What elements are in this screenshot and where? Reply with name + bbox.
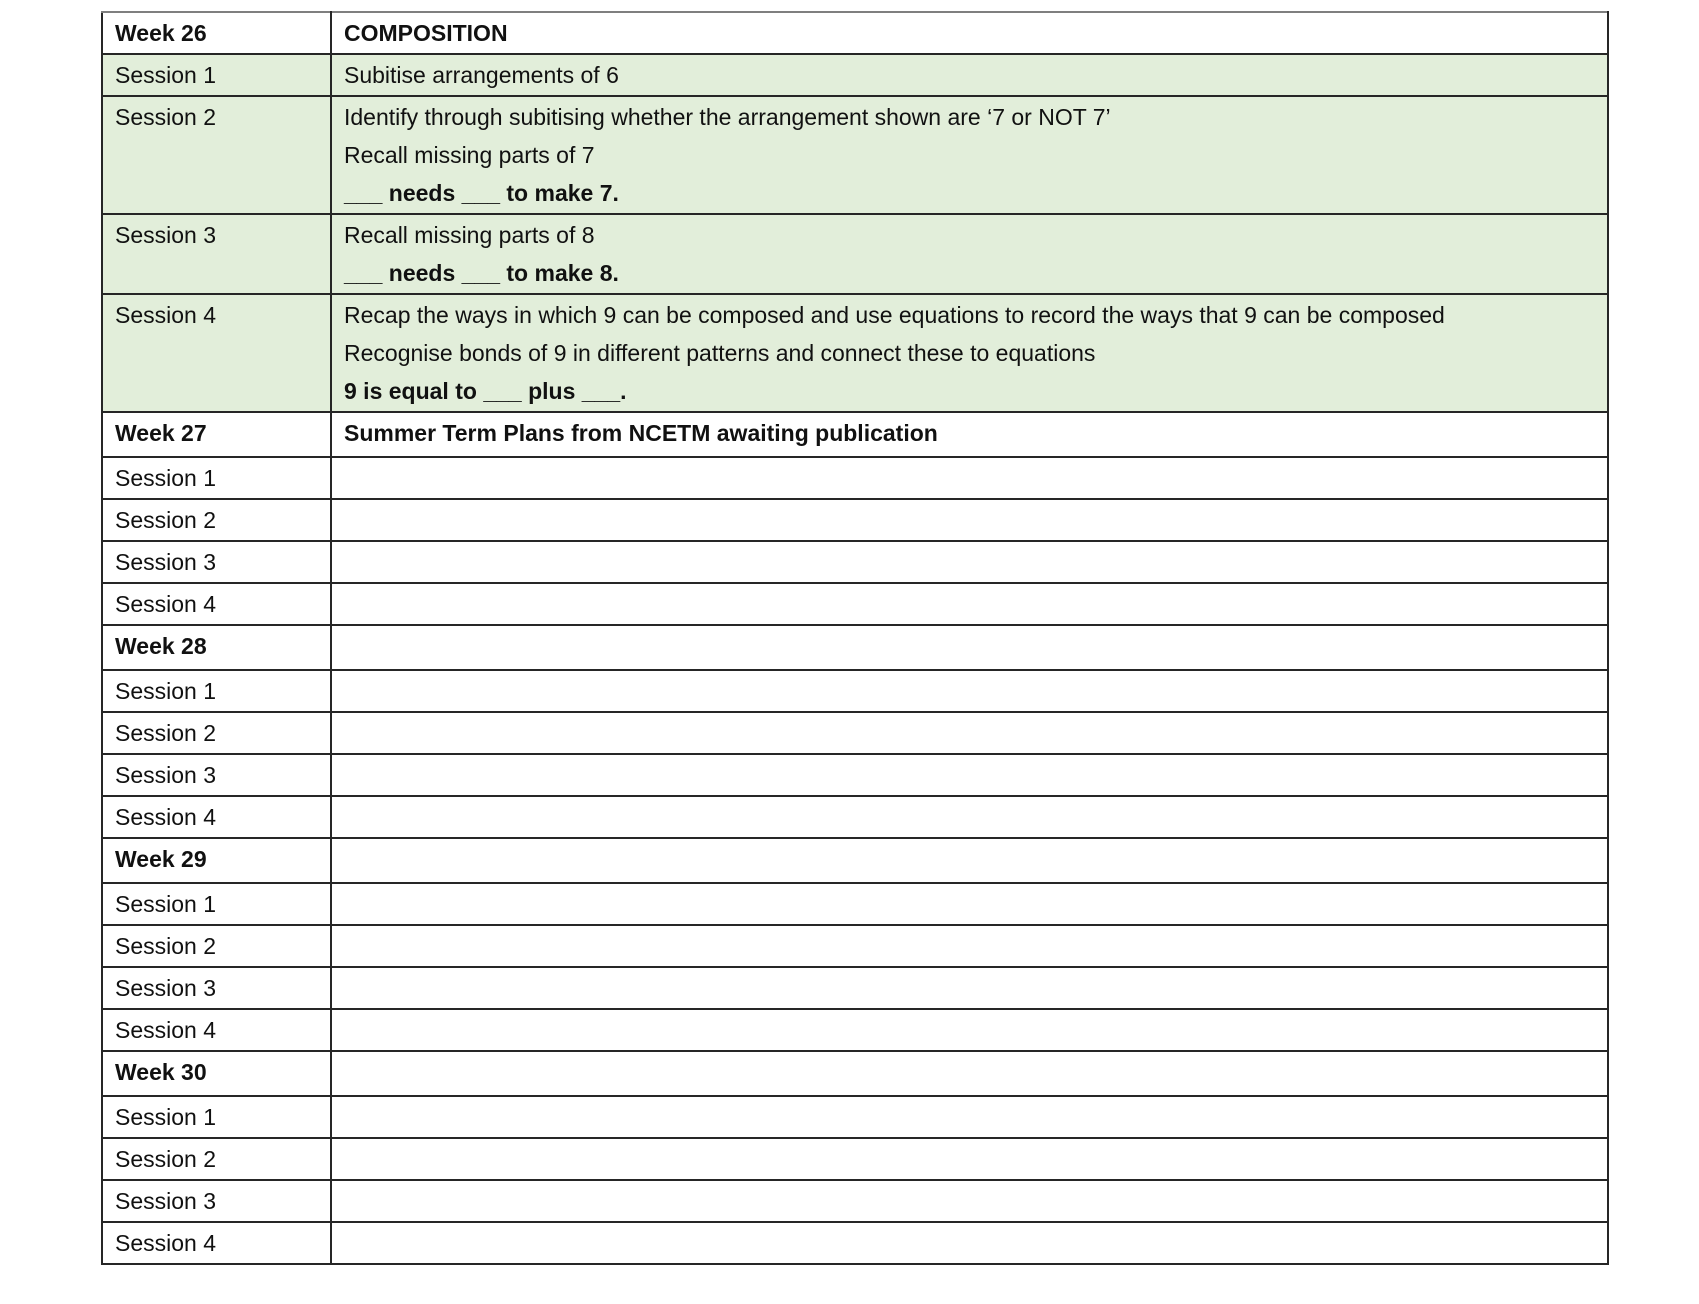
session-label-cell	[102, 967, 331, 1009]
week-label-cell	[102, 12, 331, 54]
table-row-session	[102, 1138, 1608, 1180]
session-label-cell	[102, 1009, 331, 1051]
session-label-cell	[102, 712, 331, 754]
table-row-session	[102, 796, 1608, 838]
week-label: Week 28	[115, 633, 207, 659]
week-label: Week 29	[115, 846, 207, 872]
table-row-session	[102, 541, 1608, 583]
content-cell	[331, 214, 1608, 294]
content-line: Recognise bonds of 9 in different patterns and connect these to equations	[344, 340, 1096, 366]
session-label: Session 4	[115, 591, 217, 617]
table-row-session	[102, 754, 1608, 796]
content-cell	[331, 712, 1608, 754]
table-row-session	[102, 294, 1608, 412]
week-label: Week 27	[115, 420, 207, 446]
content-line: ___ needs ___ to make 7.	[344, 180, 619, 206]
session-label-cell	[102, 457, 331, 499]
session-label: Session 2	[115, 507, 217, 533]
content-cell	[331, 1009, 1608, 1051]
session-label-cell	[102, 883, 331, 925]
content-cell	[331, 1051, 1608, 1096]
content-line: 9 is equal to ___ plus ___.	[344, 378, 627, 404]
week-label-cell	[102, 625, 331, 670]
table-row-session	[102, 670, 1608, 712]
week-label: Week 30	[115, 1059, 207, 1085]
session-label: Session 1	[115, 62, 217, 88]
content-cell	[331, 541, 1608, 583]
content-cell	[331, 796, 1608, 838]
table-row-week-27	[102, 412, 1608, 457]
session-label-cell	[102, 1180, 331, 1222]
content-line: Summer Term Plans from NCETM awaiting publication	[344, 420, 938, 446]
table-row-session	[102, 499, 1608, 541]
week-label: Week 26	[115, 20, 207, 46]
table-row-week-28	[102, 625, 1608, 670]
content-cell	[331, 625, 1608, 670]
table-row-session	[102, 54, 1608, 96]
content-line: Recap the ways in which 9 can be composed and use equations to record the ways that 9 can be composed	[344, 302, 1445, 328]
session-label-cell	[102, 1222, 331, 1264]
session-label-cell	[102, 54, 331, 96]
content-cell	[331, 96, 1608, 214]
content-cell	[331, 412, 1608, 457]
session-label: Session 1	[115, 1104, 217, 1130]
table-row-week-29	[102, 838, 1608, 883]
session-label: Session 2	[115, 933, 217, 959]
content-cell	[331, 1138, 1608, 1180]
content-cell	[331, 1222, 1608, 1264]
session-label: Session 3	[115, 975, 217, 1001]
session-label: Session 3	[115, 222, 217, 248]
session-label-cell	[102, 499, 331, 541]
content-cell	[331, 457, 1608, 499]
session-label: Session 4	[115, 302, 217, 328]
content-cell	[331, 883, 1608, 925]
session-label: Session 1	[115, 891, 217, 917]
session-label: Session 2	[115, 1146, 217, 1172]
week-label-cell	[102, 838, 331, 883]
session-label: Session 3	[115, 549, 217, 575]
session-label: Session 2	[115, 720, 217, 746]
table-row-session	[102, 1180, 1608, 1222]
table-row-week-30	[102, 1051, 1608, 1096]
week-label-cell	[102, 1051, 331, 1096]
table-row-session	[102, 214, 1608, 294]
session-label-cell	[102, 96, 331, 214]
session-label: Session 4	[115, 804, 217, 830]
content-cell	[331, 583, 1608, 625]
table-row-session	[102, 1222, 1608, 1264]
content-line: Subitise arrangements of 6	[344, 62, 619, 88]
table-row-session	[102, 712, 1608, 754]
session-label-cell	[102, 1138, 331, 1180]
session-label-cell	[102, 214, 331, 294]
table-row-session	[102, 457, 1608, 499]
table-row-session	[102, 883, 1608, 925]
content-cell	[331, 1180, 1608, 1222]
content-cell	[331, 12, 1608, 54]
content-cell	[331, 967, 1608, 1009]
plan-table-tbody	[102, 12, 1608, 1264]
session-label-cell	[102, 541, 331, 583]
content-cell	[331, 499, 1608, 541]
content-cell	[331, 294, 1608, 412]
session-label: Session 1	[115, 678, 217, 704]
table-row-session	[102, 583, 1608, 625]
content-cell	[331, 754, 1608, 796]
session-label: Session 3	[115, 762, 217, 788]
table-row-session	[102, 1009, 1608, 1051]
session-label-cell	[102, 1096, 331, 1138]
session-label: Session 1	[115, 465, 217, 491]
session-label-cell	[102, 670, 331, 712]
content-cell	[331, 838, 1608, 883]
session-label-cell	[102, 294, 331, 412]
session-label: Session 3	[115, 1188, 217, 1214]
content-line: COMPOSITION	[344, 20, 508, 46]
content-cell	[331, 670, 1608, 712]
content-line: Recall missing parts of 7	[344, 142, 595, 168]
content-line: Recall missing parts of 8	[344, 222, 595, 248]
content-cell	[331, 54, 1608, 96]
session-label-cell	[102, 583, 331, 625]
session-label-cell	[102, 925, 331, 967]
table-row-session	[102, 1096, 1608, 1138]
table-row-session	[102, 967, 1608, 1009]
table-row-session	[102, 925, 1608, 967]
session-label: Session 4	[115, 1230, 217, 1256]
content-cell	[331, 1096, 1608, 1138]
content-cell	[331, 925, 1608, 967]
session-label-cell	[102, 754, 331, 796]
content-line: ___ needs ___ to make 8.	[344, 260, 619, 286]
session-label: Session 2	[115, 104, 217, 130]
session-label-cell	[102, 796, 331, 838]
session-label: Session 4	[115, 1017, 217, 1043]
week-label-cell	[102, 412, 331, 457]
weekly-plan-table	[101, 11, 1609, 1265]
table-row-week-26	[102, 12, 1608, 54]
table-row-session	[102, 96, 1608, 214]
content-line: Identify through subitising whether the arrangement shown are ‘7 or NOT 7’	[344, 104, 1111, 130]
